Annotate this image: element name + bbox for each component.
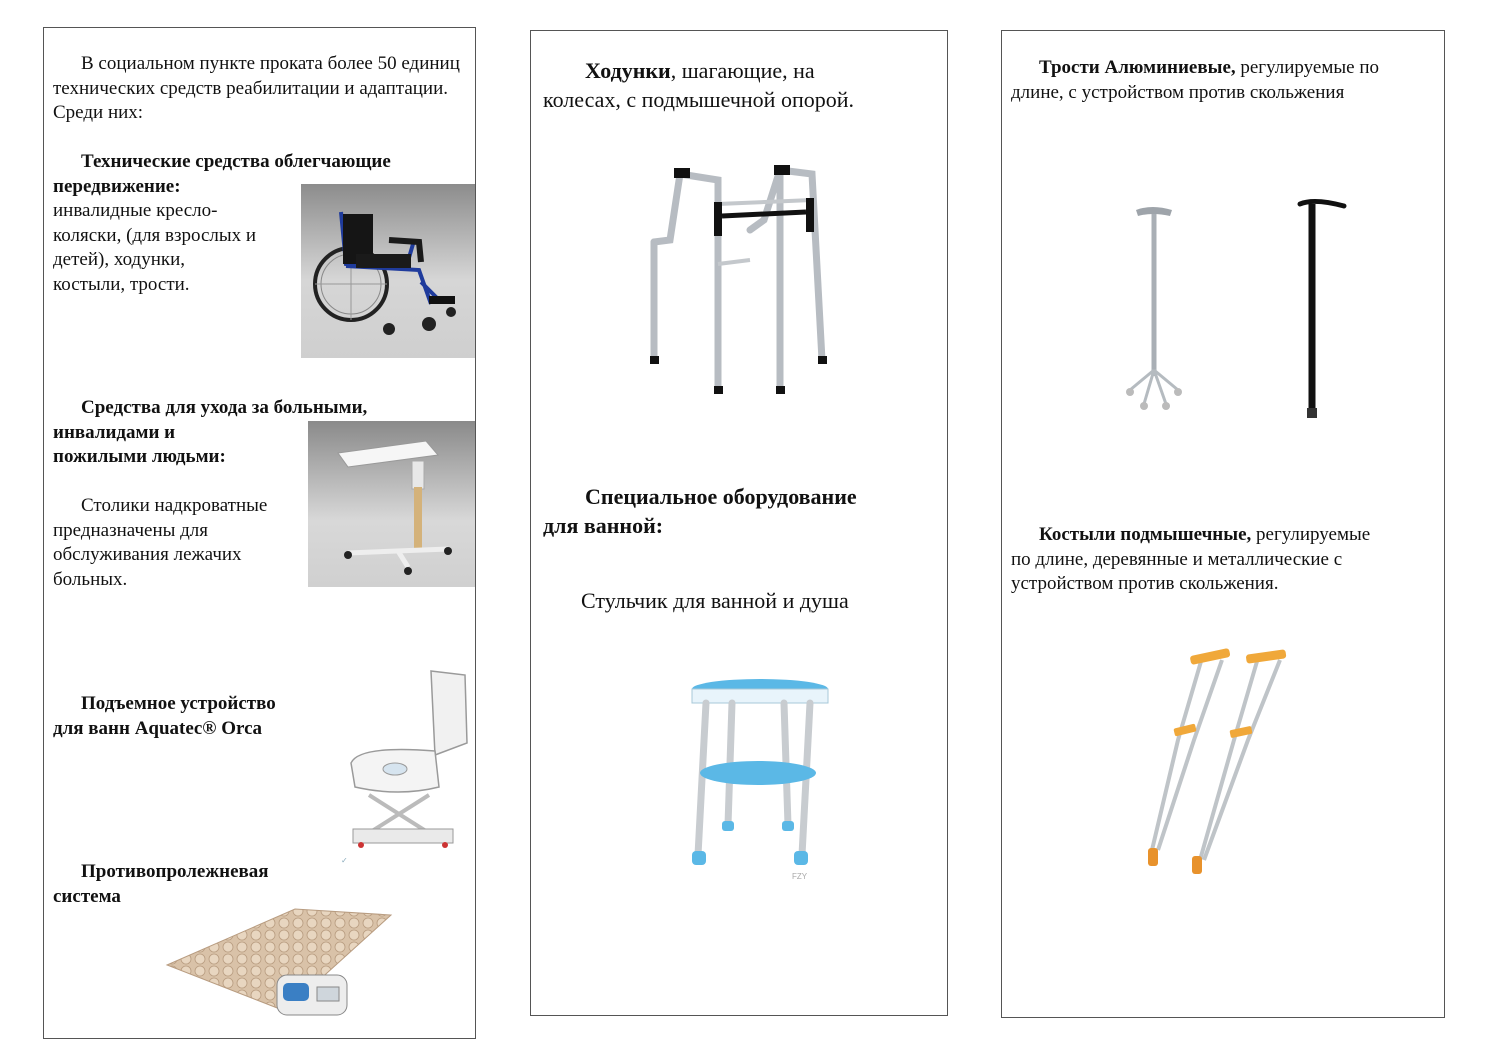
- crutches-image: [1130, 640, 1290, 880]
- intro-text: В социальном пункте проката более 50 единиц технических средств реабилитации и адаптации. Среди них:: [53, 53, 460, 123]
- svg-text:✓: ✓: [341, 856, 348, 865]
- anti-decubitus-mattress-image: [165, 905, 395, 1025]
- bath-stool-image: [680, 675, 865, 885]
- bath-chair-caption: Стульчик для ванной и душа: [581, 588, 849, 613]
- walkers-text: Ходунки, шагающие, на колесах, с подмышечной опорой.: [543, 58, 854, 112]
- bathroom-heading: Специальное оборудование для ванной:: [543, 484, 857, 538]
- overbed-table-image: [308, 421, 475, 587]
- care-heading: Средства для ухода за больными, инвалидами и пожилыми людьми:: [53, 397, 368, 467]
- wheelchair-image: [301, 184, 475, 358]
- care-text: Столики надкроватные предназначены для обслуживания лежачих больных.: [53, 495, 268, 590]
- canes-image: [1100, 190, 1360, 440]
- canes-text: Трости Алюминиевые, регулируемые по длине, с устройством против скольжения: [1011, 57, 1379, 103]
- svg-text:FZY: FZY: [792, 872, 808, 881]
- mobility-heading: Технические средства облегчающие передвижение:: [53, 151, 391, 197]
- walker-image: [640, 160, 830, 400]
- lift-heading: Подъемное устройство для ванн Aquatec® Orca: [53, 693, 276, 739]
- antidecubitus-heading: Противопролежневая система: [53, 861, 269, 907]
- crutches-text: Костыли подмышечные, регулируемые по длине, деревянные и металлические с устройством против скольжения.: [1011, 524, 1371, 594]
- mobility-text: инвалидные кресло- коляски, (для взрослых и детей), ходунки, костыли, трости.: [53, 200, 257, 295]
- bath-lift-image: [339, 663, 475, 867]
